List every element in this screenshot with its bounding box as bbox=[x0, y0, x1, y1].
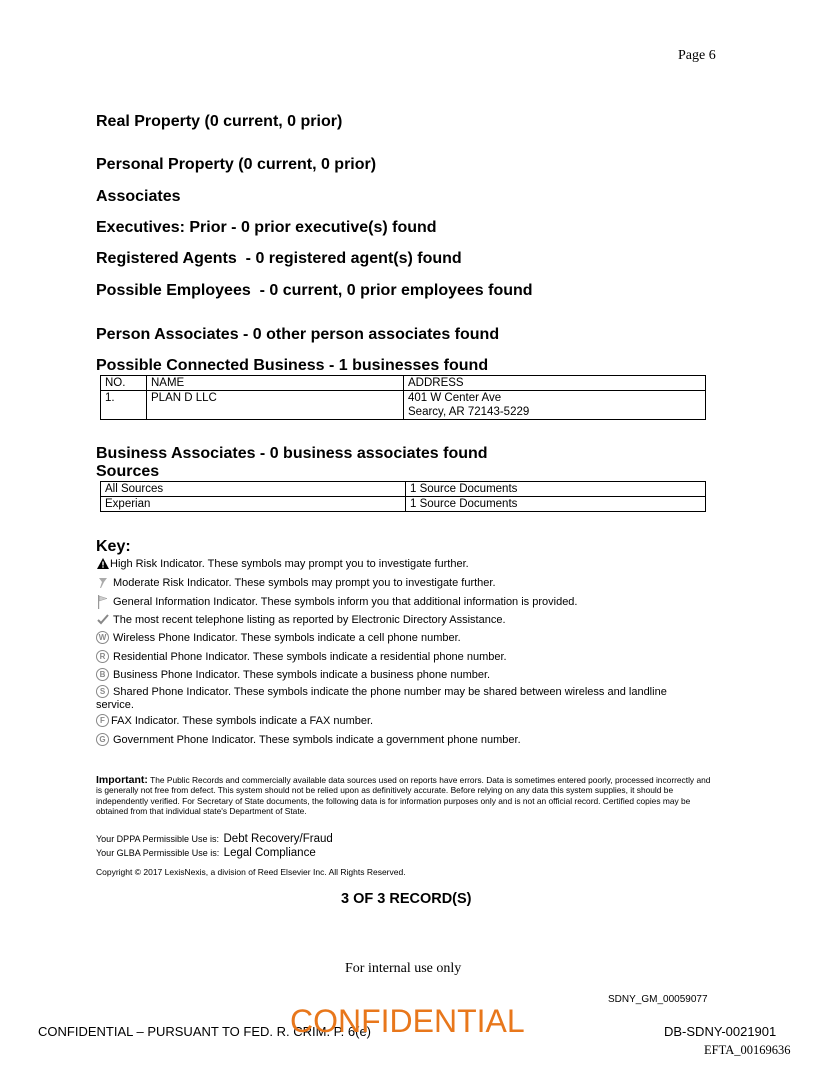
shared-icon: S bbox=[96, 685, 109, 698]
db-number: DB-SDNY-0021901 bbox=[664, 1024, 777, 1039]
row-address bbox=[404, 391, 706, 420]
warning-icon bbox=[96, 557, 109, 570]
sources-table bbox=[100, 481, 706, 512]
source-name: All Sources bbox=[101, 482, 406, 497]
table-row bbox=[101, 391, 706, 420]
key-item-wireless bbox=[96, 631, 461, 644]
key-item-business bbox=[96, 668, 490, 681]
wireless-icon: W bbox=[96, 631, 109, 644]
key-item-moderate-risk bbox=[96, 576, 496, 589]
key-item-recent-listing bbox=[96, 613, 506, 626]
key-item-text: Business Phone Indicator. These symbols indicate a business phone number. bbox=[113, 668, 491, 681]
address-line-2: Searcy, AR 72143-5229 bbox=[408, 406, 530, 418]
personal-property-heading: Personal Property (0 current, 0 prior) bbox=[96, 156, 377, 173]
shared-continuation: service. bbox=[96, 699, 134, 711]
table-row bbox=[101, 497, 706, 512]
important-label: Important: bbox=[96, 774, 148, 786]
row-name: PLAN D LLC bbox=[147, 391, 404, 420]
confidential-stamp: CONFIDENTIAL bbox=[290, 1003, 525, 1039]
bates-number: SDNY_GM_00059077 bbox=[608, 994, 708, 1005]
person-associates-heading: Person Associates - 0 other person associates found bbox=[96, 326, 500, 343]
glba-use bbox=[96, 843, 316, 861]
possible-employees-heading: Possible Employees - 0 current, 0 prior employees found bbox=[96, 282, 533, 299]
residential-icon: R bbox=[96, 650, 109, 663]
confidential-notice: CONFIDENTIAL – PURSUANT TO FED. R. CRIM. P. 6(e) bbox=[38, 1024, 372, 1039]
key-item-text: FAX Indicator. These symbols indicate a FAX number. bbox=[111, 714, 374, 727]
business-icon: B bbox=[96, 668, 109, 681]
business-associates-heading: Business Associates - 0 business associates found bbox=[96, 445, 488, 462]
key-item-text: Residential Phone Indicator. These symbols indicate a residential phone number. bbox=[113, 650, 507, 663]
copyright: Copyright © 2017 LexisNexis, a division of Reed Elsevier Inc. All Rights Reserved. bbox=[96, 867, 406, 877]
key-item-text: High Risk Indicator. These symbols may prompt you to investigate further. bbox=[110, 557, 469, 570]
key-item-text: Wireless Phone Indicator. These symbols indicate a cell phone number. bbox=[113, 631, 461, 644]
table-header-row bbox=[101, 376, 706, 391]
key-item-fax bbox=[96, 714, 373, 727]
flag-info-icon bbox=[96, 595, 109, 608]
key-item-text: General Information Indicator. These symbols inform you that additional information is provided. bbox=[113, 595, 578, 608]
col-header-no: NO. bbox=[101, 376, 147, 391]
key-item-text: Shared Phone Indicator. These symbols indicate the phone number may be shared between wireless and landline bbox=[113, 685, 667, 698]
glba-value: Legal Compliance bbox=[223, 847, 316, 859]
fax-icon: F bbox=[96, 714, 109, 727]
table-row bbox=[101, 482, 706, 497]
dppa-label: Your DPPA Permissible Use is: bbox=[96, 834, 220, 844]
flag-moderate-icon bbox=[96, 576, 109, 589]
address-line-1: 401 W Center Ave bbox=[408, 392, 502, 404]
key-item-general-info bbox=[96, 595, 577, 608]
sources-heading: Sources bbox=[96, 463, 160, 480]
efta-number: EFTA_00169636 bbox=[704, 1043, 791, 1057]
important-text: The Public Records and commercially available data sources used on reports have errors. Data is sometimes entered poorly, processed incorrectly and is generally not free from defect. This system should not be relied upon as definitively accurate. Before relying on any data this system supplies, it should be independently verified. For Secretary of State documents, the following data is for information purposes only and is not an official record. Certified copies may be obtained from that individual state's Department of State. bbox=[96, 775, 711, 817]
important-notice bbox=[96, 775, 716, 817]
key-item-shared bbox=[96, 685, 667, 698]
internal-use-note: For internal use only bbox=[345, 961, 462, 976]
record-count: 3 OF 3 RECORD(S) bbox=[341, 891, 472, 907]
checkmark-icon bbox=[96, 613, 109, 626]
source-count: 1 Source Documents bbox=[406, 482, 706, 497]
key-item-text: Government Phone Indicator. These symbols indicate a government phone number. bbox=[113, 733, 521, 746]
source-name: Experian bbox=[101, 497, 406, 512]
col-header-address: ADDRESS bbox=[404, 376, 706, 391]
key-item-text: Moderate Risk Indicator. These symbols may prompt you to investigate further. bbox=[113, 576, 496, 589]
key-item-government bbox=[96, 733, 521, 746]
government-icon: G bbox=[96, 733, 109, 746]
source-count: 1 Source Documents bbox=[406, 497, 706, 512]
connected-business-table bbox=[100, 375, 706, 420]
row-no: 1. bbox=[101, 391, 147, 420]
key-heading: Key: bbox=[96, 538, 131, 555]
registered-agents-heading: Registered Agents - 0 registered agent(s) found bbox=[96, 250, 462, 267]
associates-heading: Associates bbox=[96, 188, 181, 205]
key-item-high-risk bbox=[96, 557, 469, 570]
key-item-text: The most recent telephone listing as reported by Electronic Directory Assistance. bbox=[113, 613, 506, 626]
real-property-heading: Real Property (0 current, 0 prior) bbox=[96, 113, 343, 130]
dppa-value: Debt Recovery/Fraud bbox=[223, 833, 333, 845]
key-item-residential bbox=[96, 650, 507, 663]
page-number: Page 6 bbox=[678, 48, 716, 63]
col-header-name: NAME bbox=[147, 376, 404, 391]
connected-business-heading: Possible Connected Business - 1 businesses found bbox=[96, 357, 489, 374]
executives-heading: Executives: Prior - 0 prior executive(s) found bbox=[96, 219, 437, 236]
glba-label: Your GLBA Permissible Use is: bbox=[96, 848, 220, 858]
